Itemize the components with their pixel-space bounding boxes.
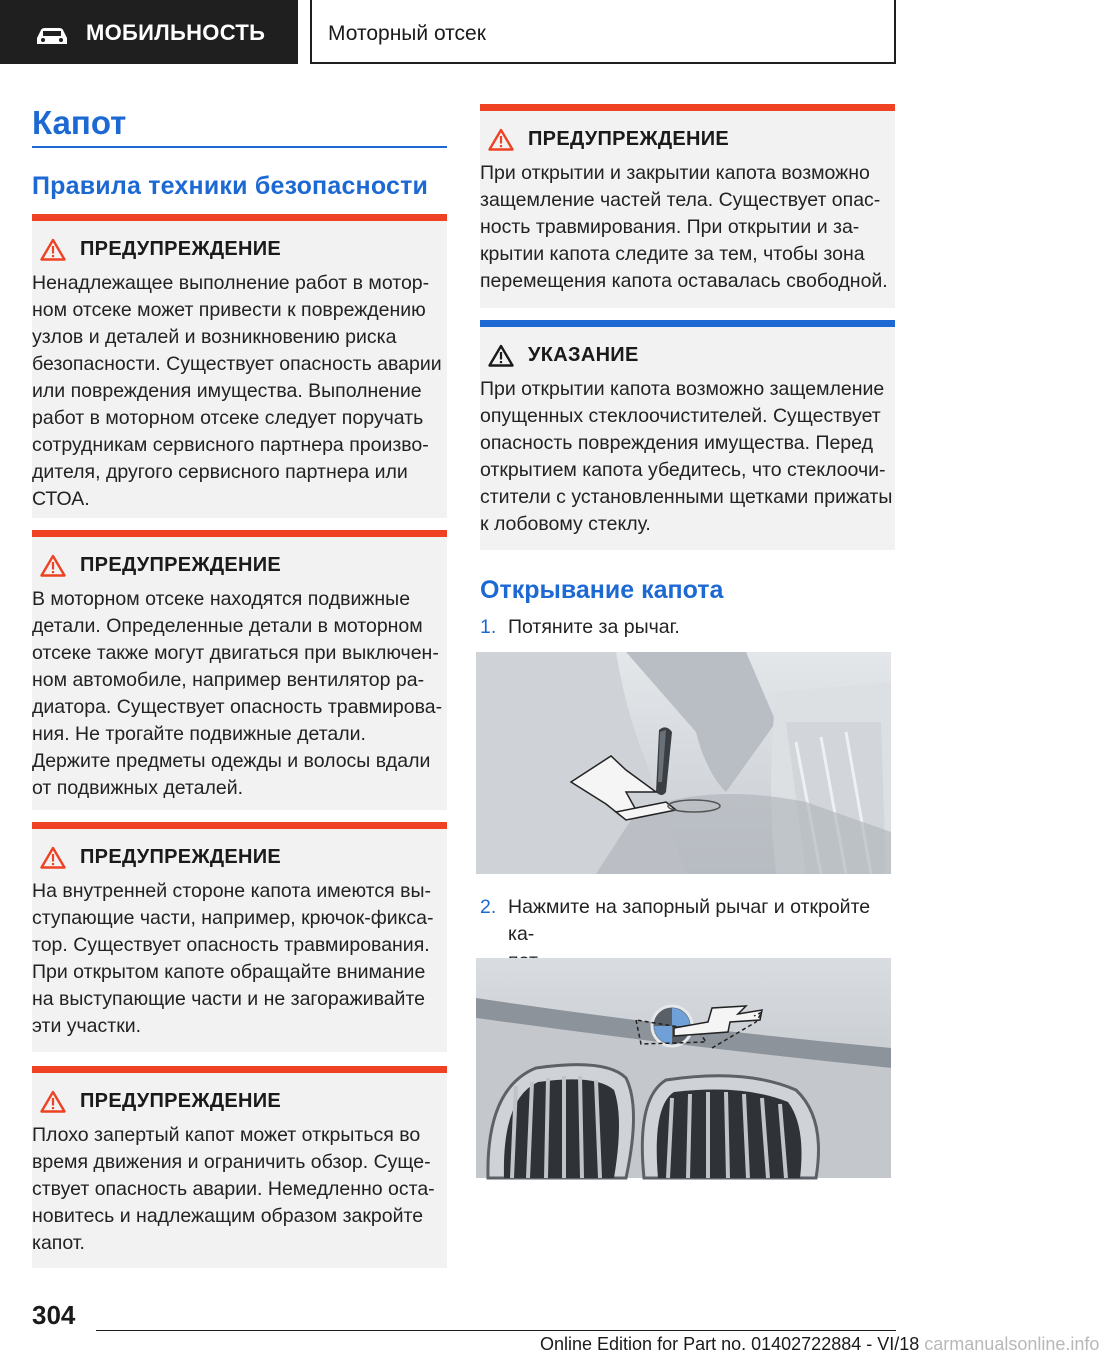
hood-latch-image [476,958,891,1178]
section-header [310,0,896,64]
edition-text: Online Edition for Part no. 01402722884 - VI/18 [540,1334,920,1354]
hood-release-lever-image [476,652,891,874]
warning-text: В моторном отсеке находятся подвижные детали. Определенные детали в моторном отсеке также могут двигаться при выключен- ном автомобиле, например вентилятор ра- диатора. Существует опасность травмирова- ния. Не трогайте подвижные детали. Держите предметы одежды и волосы вдали от подвижных деталей. [32,588,443,799]
step-number: 1. [480,616,497,638]
notice-title: УКАЗАНИЕ [528,344,639,366]
step-text: Потяните за рычаг. [508,616,680,638]
warning-bar [32,822,447,829]
right-grille [642,1076,818,1178]
warning-bar [32,530,447,537]
warning-bar [480,104,895,111]
warning-box-1 [32,214,447,518]
opening-heading: Открывание капота [480,576,724,604]
watermark-text: carmanualsonline.info [924,1334,1099,1354]
warning-bar [32,1066,447,1073]
warning-text: Ненадлежащее выполнение работ в мотор- ном отсеке может привести к повреждению узлов и деталей и возникновению риска безопасности. Существует опасность аварии или повреждения имущества. Выполнение работ в моторном отсеке следует поручать сотрудникам сервисного партнера произво- дителя, другого сервисного партнера или СТОА. [32,272,442,510]
warning-title: ПРЕДУПРЕЖДЕНИЕ [80,238,282,260]
page-number: 304 [32,1300,76,1330]
step-text: Нажмите на запорный рычаг и откройте ка- [508,896,871,945]
warning-box-3 [32,822,447,1052]
notice-box [480,320,895,550]
warning-icon [488,128,514,151]
chapter-tab[interactable] [0,0,298,64]
section-label: Моторный отсек [328,22,486,45]
warning-title: ПРЕДУПРЕЖДЕНИЕ [528,128,730,150]
notice-text: При открытии капота возможно защемление опущенных стеклоочистителей. Существует опасность повреждения имущества. Перед открытием капота убедитесь, что стеклоочи- стители с установленными щетками прижаты к лобовому стеклу. [480,378,893,535]
warning-icon [40,554,66,577]
footer-divider [96,1330,896,1331]
notice-bar [480,320,895,327]
warning-text: Плохо запертый капот может открыться во время движения и ограничить обзор. Суще- ствует опасность аварии. Немедленно оста- новитесь и надлежащим образом закройте капот. [32,1124,435,1254]
warning-title: ПРЕДУПРЕЖДЕНИЕ [80,846,282,868]
notice-icon [488,344,514,367]
warning-title: ПРЕДУПРЕЖДЕНИЕ [80,1090,282,1112]
step-1 [480,614,895,642]
warning-title: ПРЕДУПРЕЖДЕНИЕ [80,554,282,576]
warning-text: При открытии и закрытии капота возможно защемление частей тела. Существует опас- ность травмирования. При открытии и за- крытии капота следите за тем, чтобы зона перемещения капота оставалась свободной. [480,162,888,292]
warning-box-5 [480,104,895,308]
chapter-label: МОБИЛЬНОСТЬ [86,20,266,45]
car-icon [34,26,70,46]
page-title: Капот [32,104,127,141]
warning-icon [40,846,66,869]
safety-heading: Правила техники безопасности [32,172,429,200]
warning-box-4 [32,1066,447,1268]
step-2 [480,894,895,950]
warning-icon [40,1090,66,1113]
warning-icon [40,238,66,261]
footer-edition [540,1334,1099,1355]
title-divider [32,146,447,148]
warning-text: На внутренней стороне капота имеются вы- ступающие части, например, крючок-фикса- тор. Существует опасность травмирования. При открытом капоте обращайте внимание на выступающие части и не загораживайте эти участки. [32,880,434,1037]
step-number: 2. [480,896,497,918]
warning-bar [32,214,447,221]
warning-box-2 [32,530,447,810]
